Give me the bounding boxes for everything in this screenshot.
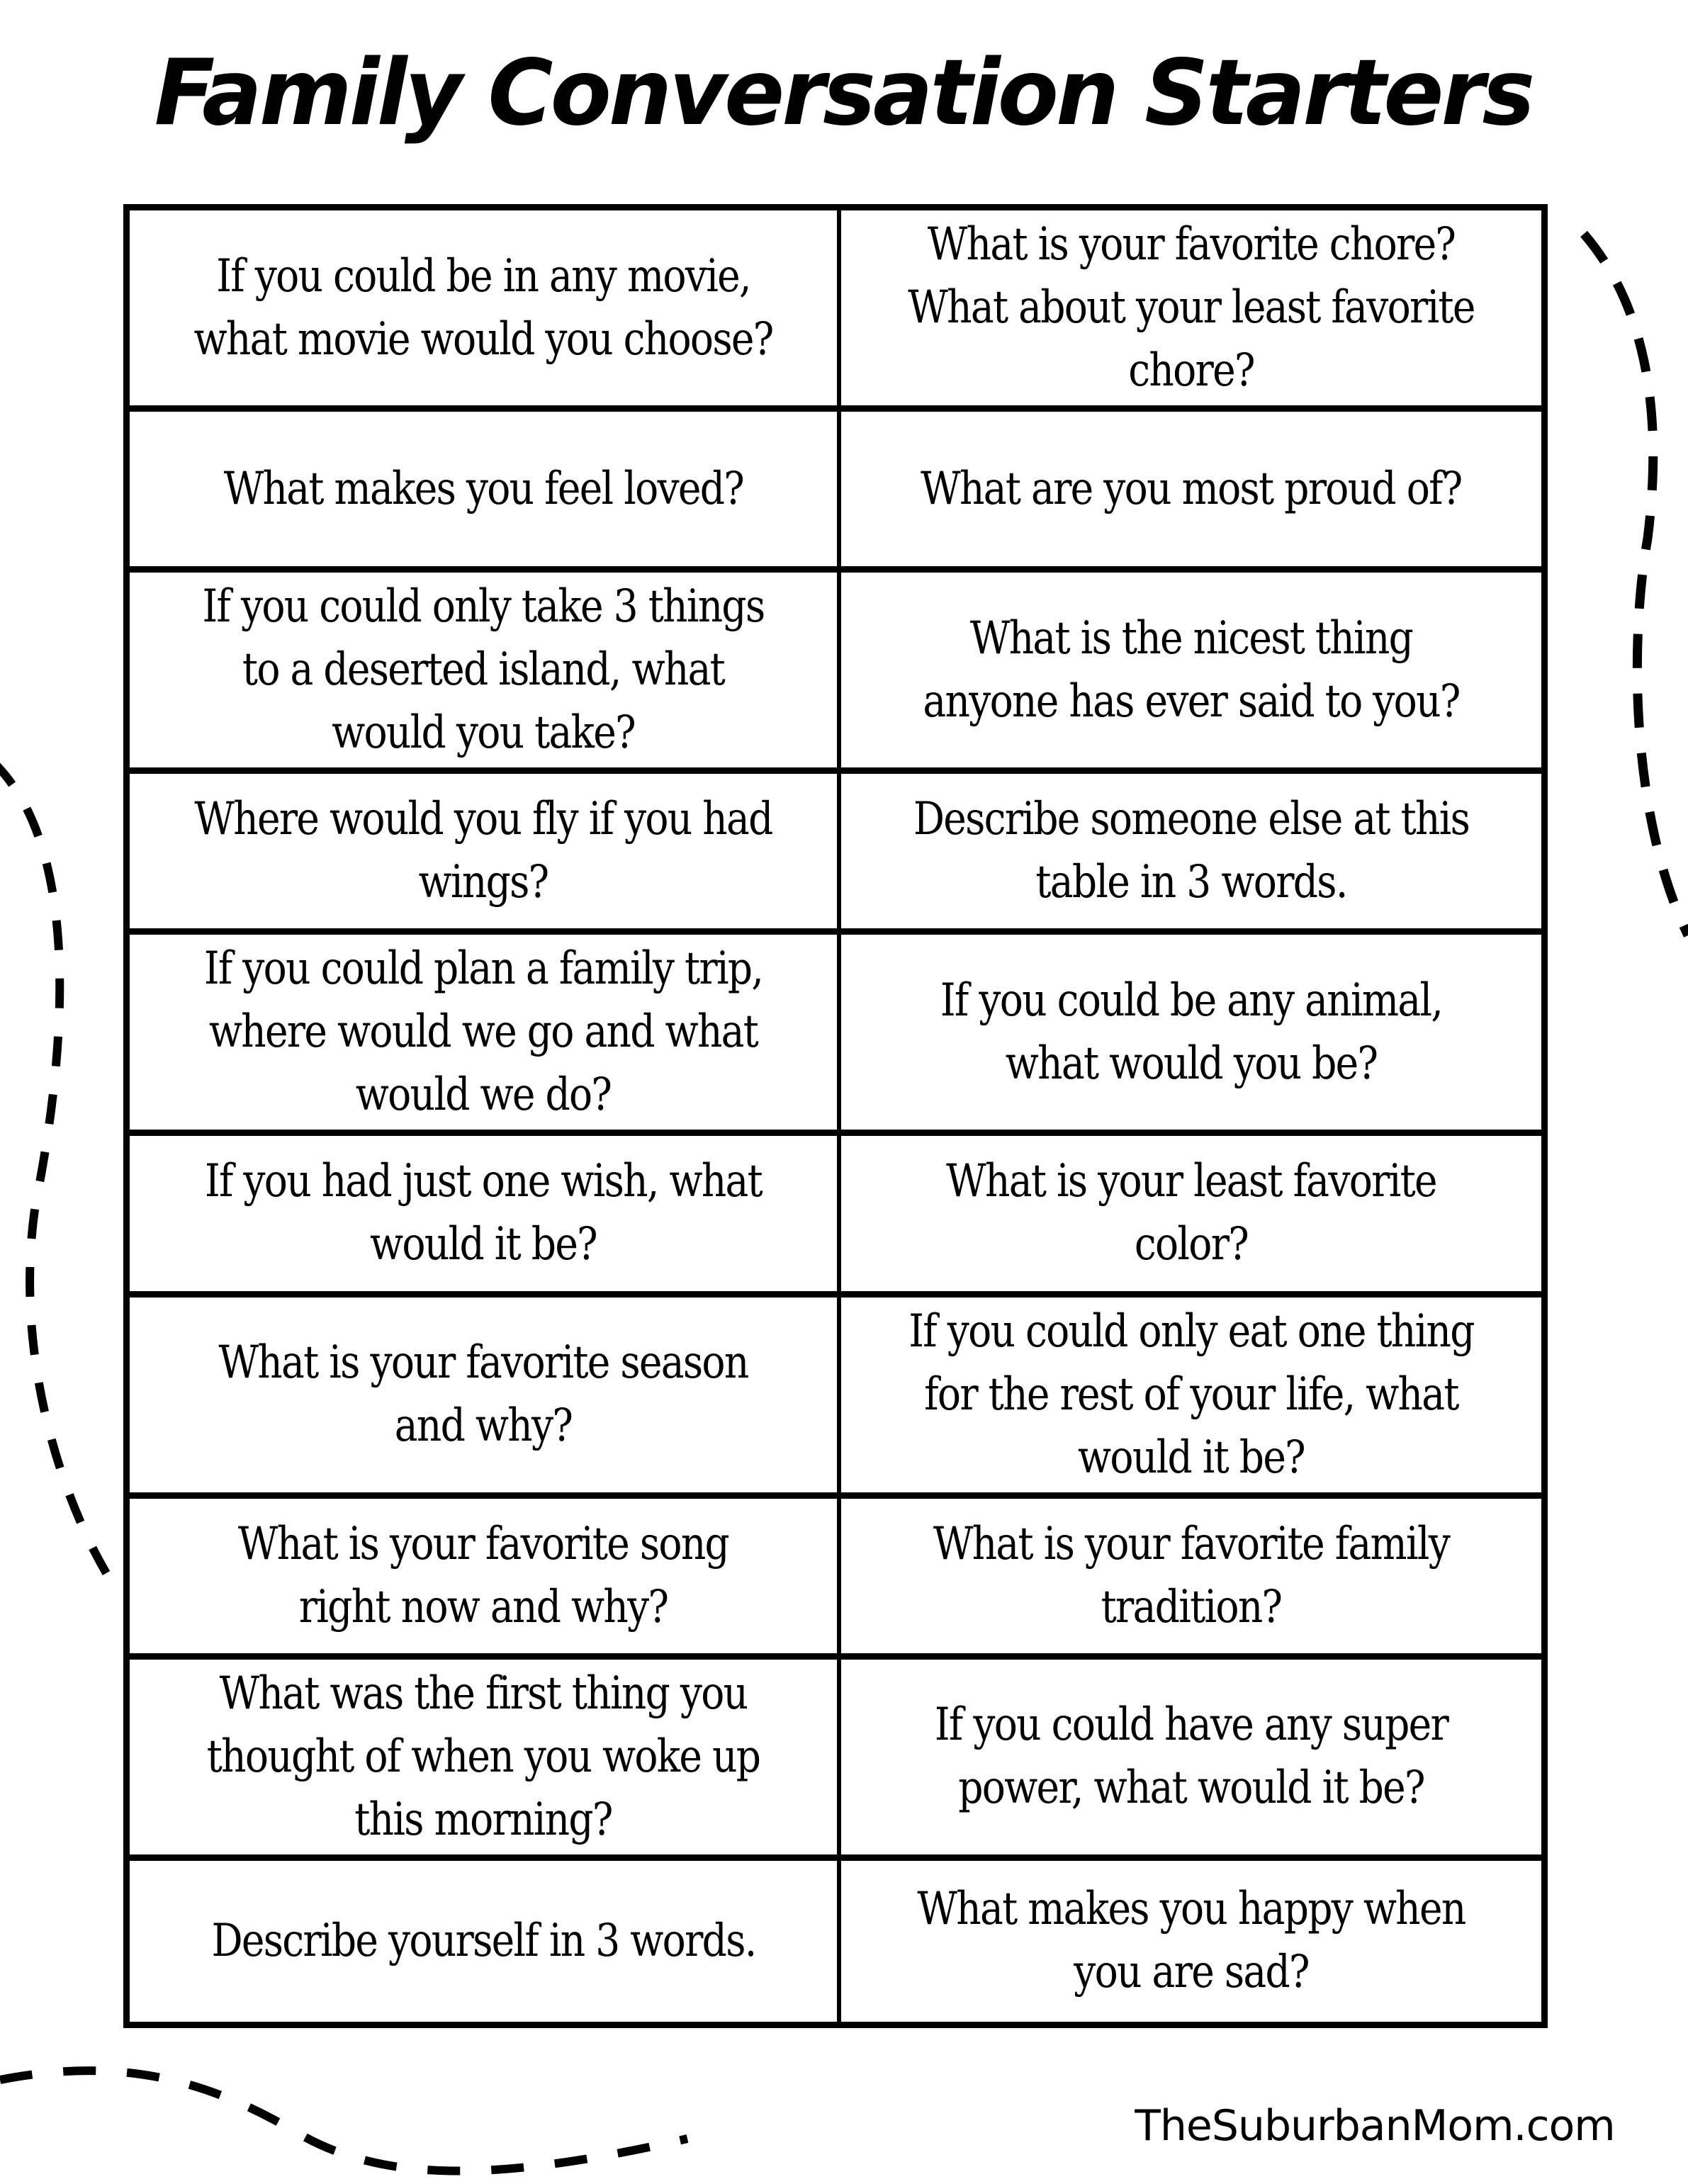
card-2-right: What are you most proud of? <box>841 412 1541 573</box>
conversation-card-grid <box>123 204 1548 2028</box>
card-10-left: Describe yourself in 3 words. <box>130 1861 841 2022</box>
card-10-right: What makes you happy when you are sad? <box>917 1883 1465 1999</box>
card-4-right: Describe someone else at this table in 3 words. <box>841 774 1541 935</box>
card-4-left: Where would you fly if you had wings? <box>130 774 841 935</box>
page-title: Family Conversation Starters <box>154 40 1533 146</box>
card-5-right: If you could be any animal, what would you be? <box>841 935 1541 1136</box>
card-8-left: What is your favorite song right now and why? <box>130 1499 841 1660</box>
card-6-left: If you had just one wish, what would it be? <box>130 1136 841 1297</box>
card-3-right: What is the nicest thing anyone has ever said to you? <box>841 573 1541 774</box>
bottom-dashed-wave-decoration <box>0 2071 687 2171</box>
card-6-right: What is your least favorite color? <box>841 1136 1541 1297</box>
card-1-left: If you could be in any movie, what movie would you choose? <box>130 210 841 412</box>
card-5-left: If you could plan a family trip, where would we go and what would we do? <box>130 935 841 1136</box>
card-9-right: If you could have any super power, what would it be? <box>841 1660 1541 1861</box>
website-credit: TheSuburbanMom.com <box>1135 2101 1615 2151</box>
card-7-left: What is your favorite season and why? <box>130 1298 841 1499</box>
card-1-right: What is your favorite chore? What about your least favorite chore? <box>841 210 1541 412</box>
right-dashed-arc-decoration <box>1584 234 1688 935</box>
card-7-right: If you could only eat one thing for the rest of your life, what would it be? <box>841 1298 1541 1499</box>
card-3-left: If you could only take 3 things to a deserted island, what would you take? <box>130 573 841 774</box>
card-8-right: What is your favorite family tradition? <box>841 1499 1541 1660</box>
card-2-left: What makes you feel loved? <box>130 412 841 573</box>
left-dashed-arc-decoration <box>0 762 106 1573</box>
card-9-left: What was the first thing you thought of when you woke up this morning? <box>130 1660 841 1861</box>
